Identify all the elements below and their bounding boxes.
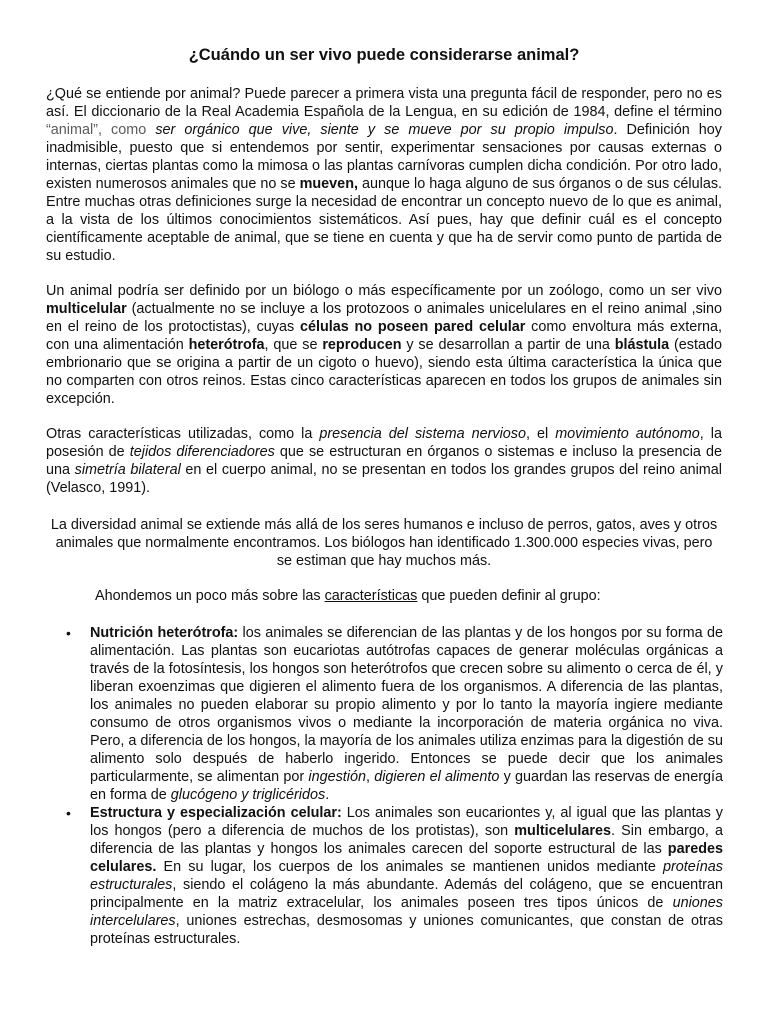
multicelulares-term: multicelulares <box>514 823 612 839</box>
estructura-text-e: , uniones estrechas, desmosomas y uniones comunicantes, que constan de otras proteínas estructurales. <box>90 913 723 947</box>
list-item-estructura <box>66 804 724 948</box>
nutricion-text-d: . <box>325 787 330 803</box>
sistema-nervioso-term: presencia del sistema nervioso <box>319 426 526 442</box>
other-text-b: , el <box>525 426 556 442</box>
movimiento-term: movimiento autónomo <box>555 426 700 442</box>
def-text-f: (estado embrionario que se origina a partir de un cigoto o huevo), siendo esta última característica la única que no comparten con otros reinos. Estas cinco características aparecen en todos los grupos de animales sin excepción. <box>46 337 722 407</box>
estructura-text-c: En su lugar, los cuerpos de los animales se mantienen unidos mediante <box>156 859 663 875</box>
other-text-e: en el cuerpo animal, no se presentan en todos los grandes grupos del reino animal (Velasco, 1991). <box>46 462 722 496</box>
intro-text-c: aunque lo haga alguno de sus órganos o de sus células. Entre muchas otras definiciones surge la necesidad de encontrar un concepto nuevo de lo que es animal, a la vista de los últimos conocimientos sistemáticos. Así pues, hay que definir cuál es el concepto científicamente aceptable de animal, que se tiene en cuenta y que ha de servir como punto de partida de su estudio. <box>46 176 723 264</box>
intro-paragraph <box>46 85 722 265</box>
intro-text-b: . Definición hoy inadmisible, puesto que si entendemos por sentir, experimentar sensaciones por causas externas o internas, ciertas plantas como la mimosa o las plantas carnívoras cumplen dicha condición. Por otro lado, existen numerosos animales que no se <box>46 122 722 192</box>
bullet-marker: • <box>66 625 71 641</box>
characteristics-list <box>66 624 724 948</box>
estructura-heading: Estructura y especialización celular: <box>90 805 342 821</box>
other-features-paragraph <box>46 425 722 497</box>
pared-celular-term: células no poseen pared celular <box>299 319 526 335</box>
other-text-d: que se estructuran en órganos o sistemas e incluso la presencia de una <box>46 444 722 478</box>
reproducen-term: reproducen <box>322 337 402 353</box>
digieren-term: digieren el alimento <box>374 769 500 785</box>
page-title: ¿Cuándo un ser vivo puede considerarse animal? <box>188 46 580 64</box>
rae-definition: ser orgánico que vive, siente y se mueve por su propio impulso <box>155 122 614 138</box>
nutricion-text-b: , <box>365 769 375 785</box>
estructura-text-a: Los animales son eucariontes y, al igual que las plantas y los hongos (pero a diferencia de muchos de los protistas), son <box>90 805 724 839</box>
ingestion-term: ingestión <box>308 769 366 785</box>
estructura-text-d: , siendo el colágeno la más abundante. Además del colágeno, que se encuentran principalmente en la matriz extracelular, los animales poseen tres tipos únicos de <box>90 877 723 911</box>
list-item-nutricion <box>66 624 724 804</box>
intro-text-a: ¿Qué se entiende por animal? Puede parecer a primera vista una pregunta fácil de responder, pero no es así. El diccionario de la Real Academia Española de la Lengua, en su edición de 1984, define el término <box>46 86 722 120</box>
other-text-c: , la posesión de <box>46 426 722 460</box>
nutricion-text-a: los animales se diferencian de las plantas y de los hongos por su forma de alimentación. Las plantas son eucariotas autótrofas capaces de generar moléculas orgánicas a través de la fotosíntesis, los hongos son heterótrofos que crecen sobre su alimento o cerca de él, y liberan exoenzimas que digieren el alimento fuera de los organismos. A diferencia de las plantas, los animales no pueden elaborar su propio alimento y por lo tanto la mayoría ingiere mediante consumo de otros organismos vivos o mediante la incorporación de materia orgánica no viva. Pero, a diferencia de los hongos, la mayoría de los animales utiliza enzimas para la digestión de su alimento solo después de haberlo ingerido. Entonces se puede decir que los animales particularmente, se alimentan por <box>90 625 724 785</box>
intro-characteristics-line <box>95 587 715 605</box>
uniones-term: uniones intercelulares <box>90 895 723 929</box>
definition-paragraph <box>46 282 722 408</box>
char-text-b: que pueden definir al grupo: <box>417 588 601 604</box>
bullet-marker: • <box>66 805 71 821</box>
other-text-a: Otras características utilizadas, como la <box>46 426 320 442</box>
simetria-term: simetría bilateral <box>74 462 181 478</box>
proteinas-term: proteínas estructurales <box>90 859 723 893</box>
def-text-a: Un animal podría ser definido por un biólogo o más específicamente por un zoólogo, como un ser vivo <box>46 283 722 299</box>
multicelular-term: multicelular <box>46 301 127 317</box>
glucogeno-term: glucógeno y triglicéridos <box>170 787 326 803</box>
mueven-emphasis: mueven, <box>299 176 358 192</box>
paredes-term: paredes celulares. <box>90 841 723 875</box>
nutricion-text-c: y guardan las reservas de energía en forma de <box>90 769 723 803</box>
tejidos-term: tejidos diferenciadores <box>129 444 275 460</box>
def-text-d: , que se <box>264 337 323 353</box>
diversity-paragraph: La diversidad animal se extiende más allá de los seres humanos e incluso de perros, gatos, aves y otros animales que normalmente encontramos. Los biólogos han identificado 1.300.000 especies vivas, pero se estiman que hay muchos más. <box>50 517 718 569</box>
def-text-b: (actualmente no se incluye a los protozoos o animales unicelulares en el reino animal ,sino en el reino de los protoctistas), cuyas <box>46 301 722 335</box>
def-text-c: como envoltura más externa, con una alimentación <box>46 319 722 353</box>
quoted-term: “animal”, como <box>46 122 147 138</box>
char-text-a: Ahondemos un poco más sobre las <box>95 588 325 604</box>
blastula-term: blástula <box>614 337 670 353</box>
caracteristicas-link[interactable]: características <box>324 588 418 604</box>
nutricion-heading: Nutrición heterótrofa: <box>90 625 239 641</box>
estructura-text-b: . Sin embargo, a diferencia de las plantas y hongos los animales carecen del soporte estructural de las <box>90 823 724 857</box>
heterotrofa-term: heterótrofa <box>188 337 265 353</box>
def-text-e: y se desarrollan a partir de una <box>401 337 615 353</box>
